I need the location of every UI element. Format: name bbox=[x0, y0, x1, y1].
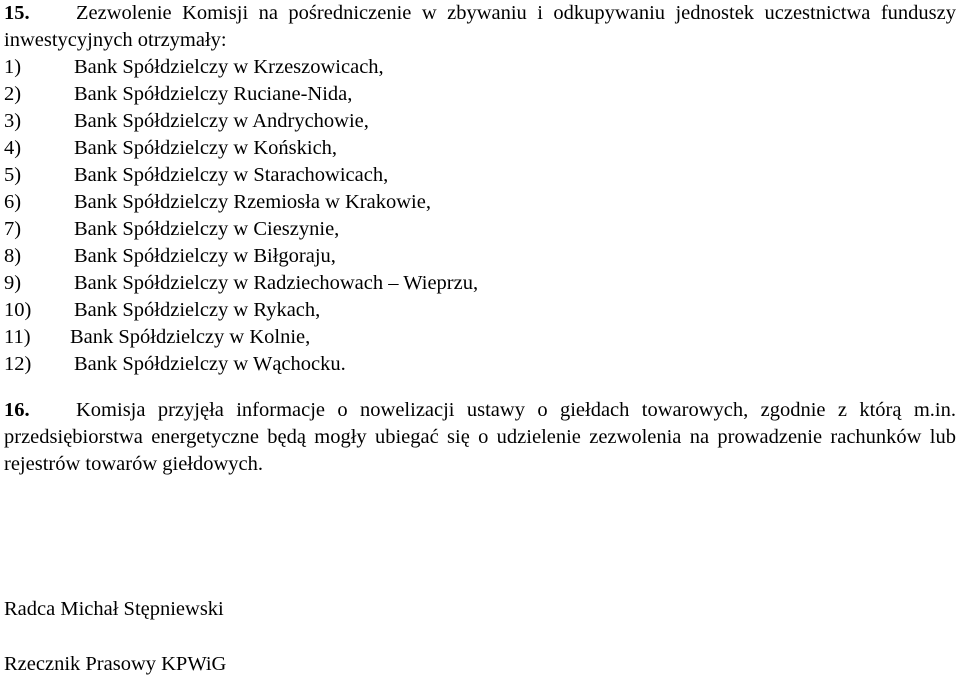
list-item bbox=[4, 324, 956, 351]
list-item-label: Bank Spółdzielczy Rzemiosła w Krakowie, bbox=[74, 191, 431, 213]
section-15 bbox=[4, 0, 956, 54]
list-item-label: Bank Spółdzielczy w Końskich, bbox=[74, 137, 338, 159]
list-item-label: Bank Spółdzielczy w Krzeszowicach, bbox=[74, 56, 384, 78]
list-item bbox=[4, 216, 956, 243]
list-item bbox=[4, 54, 956, 81]
list-item-number: 6) bbox=[4, 191, 22, 213]
list-item-number: 11) bbox=[4, 326, 31, 348]
list-item-number: 3) bbox=[4, 110, 22, 132]
list-item bbox=[4, 81, 956, 108]
section-16 bbox=[4, 397, 956, 478]
list-item-number: 9) bbox=[4, 272, 22, 294]
list-item-label: Bank Spółdzielczy w Rykach, bbox=[74, 299, 321, 321]
list-item-label: Bank Spółdzielczy w Radziechowach – Wieprzu, bbox=[74, 272, 479, 294]
document-page bbox=[4, 0, 956, 478]
list-item-number: 1) bbox=[4, 56, 22, 78]
list-item bbox=[4, 243, 956, 270]
list-item-label: Bank Spółdzielczy w Starachowicach, bbox=[74, 164, 389, 186]
list-item bbox=[4, 162, 956, 189]
section-16-text: Komisja przyjęła informacje o nowelizacji ustawy o giełdach towarowych, zgodnie z którą m.in. przedsiębiorstwa energetyczne będą mogły ubiegać się o udzielenie zezwolenia na prowadzenie rachunków lub rejestrów towarów giełdowych. bbox=[4, 399, 956, 475]
list-item-label: Bank Spółdzielczy w Kolnie, bbox=[70, 326, 311, 348]
list-item bbox=[4, 135, 956, 162]
section-16-number: 16. bbox=[4, 399, 30, 421]
list-item-number: 12) bbox=[4, 353, 32, 375]
list-item bbox=[4, 189, 956, 216]
list-item-number: 7) bbox=[4, 218, 22, 240]
list-item-number: 10) bbox=[4, 299, 32, 321]
list-item-number: 2) bbox=[4, 83, 22, 105]
signatory-role: Rzecznik Prasowy KPWiG bbox=[4, 653, 227, 675]
list-item-number: 5) bbox=[4, 164, 22, 186]
list-item bbox=[4, 270, 956, 297]
bank-list bbox=[4, 54, 956, 378]
list-item-label: Bank Spółdzielczy w Wąchocku. bbox=[74, 353, 346, 375]
list-item-label: Bank Spółdzielczy w Biłgoraju, bbox=[74, 245, 336, 267]
list-item-label: Bank Spółdzielczy Ruciane-Nida, bbox=[74, 83, 353, 105]
list-item bbox=[4, 351, 956, 378]
list-item-number: 8) bbox=[4, 245, 22, 267]
list-item bbox=[4, 108, 956, 135]
section-15-text: Zezwolenie Komisji na pośredniczenie w zbywaniu i odkupywaniu jednostek uczestnictwa funduszy inwestycyjnych otrzymały: bbox=[4, 2, 956, 51]
list-item bbox=[4, 297, 956, 324]
list-item-label: Bank Spółdzielczy w Cieszynie, bbox=[74, 218, 340, 240]
signatory-name: Radca Michał Stępniewski bbox=[4, 598, 224, 620]
section-15-number: 15. bbox=[4, 2, 30, 24]
spacer bbox=[4, 378, 956, 397]
list-item-number: 4) bbox=[4, 137, 22, 159]
list-item-label: Bank Spółdzielczy w Andrychowie, bbox=[74, 110, 369, 132]
